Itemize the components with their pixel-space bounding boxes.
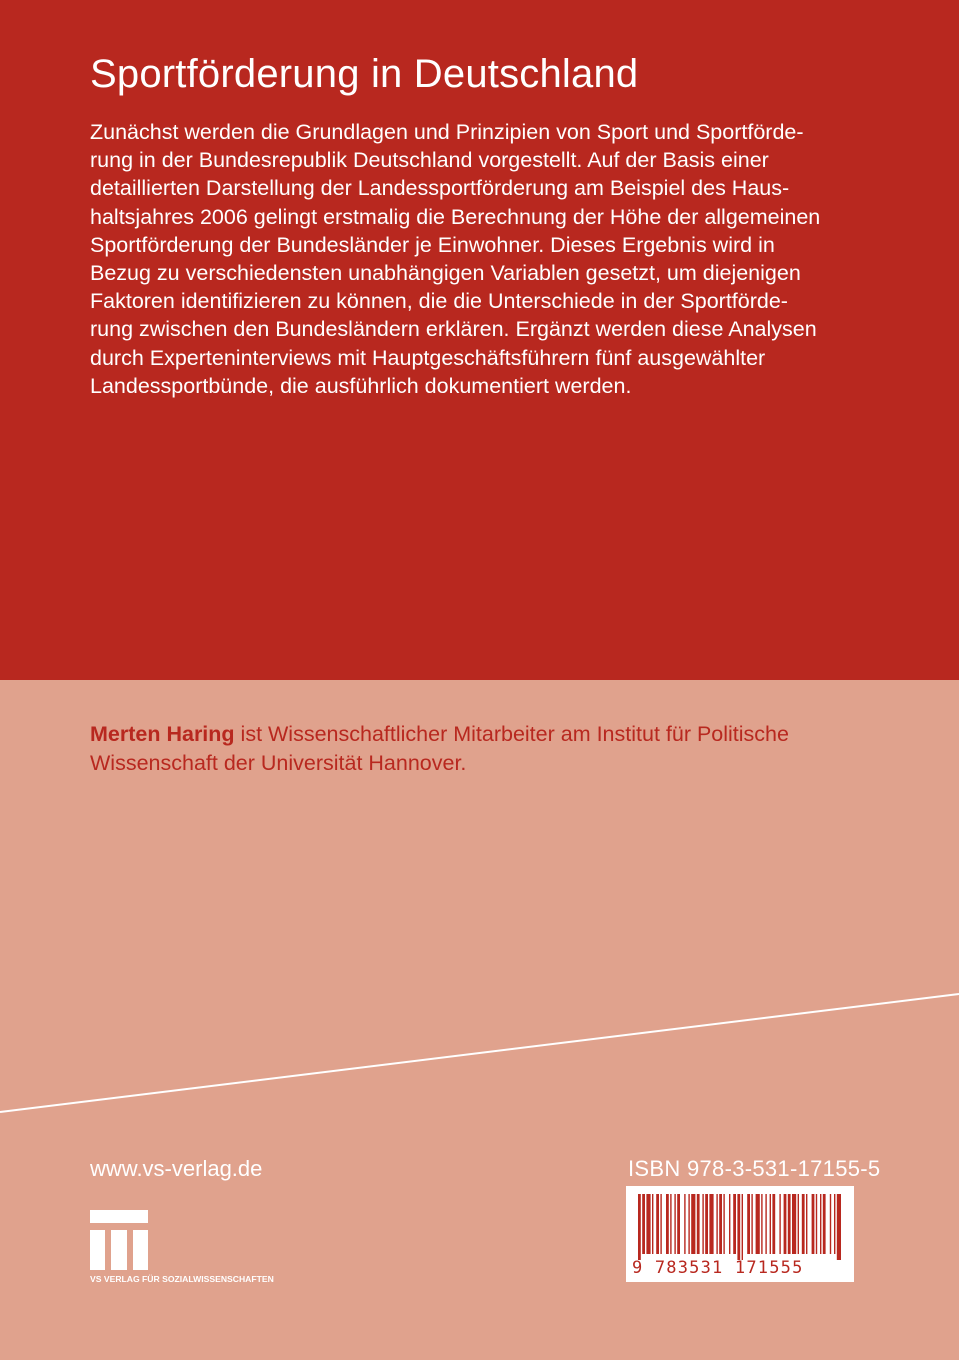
isbn-label: ISBN 978-3-531-17155-5 [628,1156,881,1181]
publisher-name: VS VERLAG FÜR SOZIALWISSENSCHAFTEN [90,1274,274,1284]
barcode-bar [756,1194,760,1254]
barcode-bar [723,1194,724,1254]
author-bio [90,720,880,777]
barcode-bar [716,1194,717,1254]
barcode-bar [823,1194,826,1254]
barcode-bar [798,1194,799,1254]
barcode-bar [670,1194,671,1254]
barcode-bar [837,1194,841,1260]
barcode-bar [779,1194,780,1254]
barcode-bar [784,1194,787,1254]
barcode-bar [638,1194,641,1260]
blurb-line: Sportförderung der Bundesländer je Einwohner. Dieses Ergebnis wird in [90,232,775,257]
barcode-bar [691,1194,695,1254]
barcode-bar [674,1194,675,1254]
blurb-line: detaillierten Darstellung der Landessportförderung am Beispiel des Haus- [90,176,790,201]
barcode-bar [677,1194,680,1254]
barcode-bar [802,1194,805,1254]
book-blurb [90,118,880,400]
blurb-line: rung in der Bundesrepublik Deutschland vorgestellt. Auf der Basis einer [90,148,769,173]
barcode-bar [697,1194,700,1254]
publisher-website: www.vs-verlag.de [90,1156,263,1181]
barcode-bar [820,1194,821,1254]
barcode-bar [656,1194,659,1254]
diagonal-divider-line [0,980,959,1120]
barcode-bar [684,1194,685,1254]
barcode-bar [772,1194,775,1254]
barcode-bar [642,1194,645,1254]
barcode-bar [705,1194,708,1254]
barcode-digits: 9 783531 171555 [632,1258,804,1278]
barcode-bar [660,1194,661,1254]
blurb-line: rung zwischen den Bundesländern erklären. Ergänzt werden diese Analysen [90,317,817,342]
barcode-bar [834,1194,835,1254]
barcode-bar [652,1194,653,1254]
barcode-bar [646,1194,650,1254]
barcode-bar [792,1194,796,1254]
barcode-bar [688,1194,689,1254]
blurb-line: Faktoren identifizieren zu können, die die Unterschiede in der Sportförde- [90,289,788,314]
blurb-line: Bezug zu verschiedensten unabhängigen Variablen gesetzt, um diejenigen [90,261,801,286]
author-name: Merten Haring [90,722,235,746]
barcode-bar [747,1194,750,1254]
barcode [626,1186,854,1282]
barcode-bar [742,1194,743,1260]
barcode-bar [737,1194,740,1260]
barcode-bar [761,1194,762,1254]
barcode-bar [719,1194,722,1254]
blurb-line: haltsjahres 2006 gelingt erstmalig die Berechnung der Höhe der allgemeinen [90,204,821,229]
barcode-bar [770,1194,771,1254]
barcode-bar [702,1194,703,1254]
book-title: Sportförderung in Deutschland [90,52,639,96]
author-bio-line1: ist Wissenschaftlicher Mitarbeiter am Institut für Politische [234,722,789,746]
barcode-bar [765,1194,766,1254]
barcode-bar [709,1194,713,1254]
blurb-line: Landessportbünde, die ausführlich dokumentiert werden. [90,373,632,398]
blurb-line: Zunächst werden die Grundlagen und Prinzipien von Sport und Sportförde- [90,120,804,144]
barcode-bar [816,1194,817,1254]
barcode-bar [751,1194,752,1254]
publisher-logo [90,1208,320,1288]
barcode-bar [830,1194,831,1254]
barcode-bar [812,1194,815,1254]
blurb-line: durch Experteninterviews mit Hauptgeschäftsführern fünf ausgewählter [90,345,766,370]
barcode-bar [729,1194,730,1254]
author-bio-line2: Wissenschaft der Universität Hannover. [90,750,467,775]
barcode-bar [666,1194,669,1254]
barcode-bar [806,1194,807,1254]
barcode-bar [733,1194,736,1254]
barcode-bar [788,1194,791,1254]
